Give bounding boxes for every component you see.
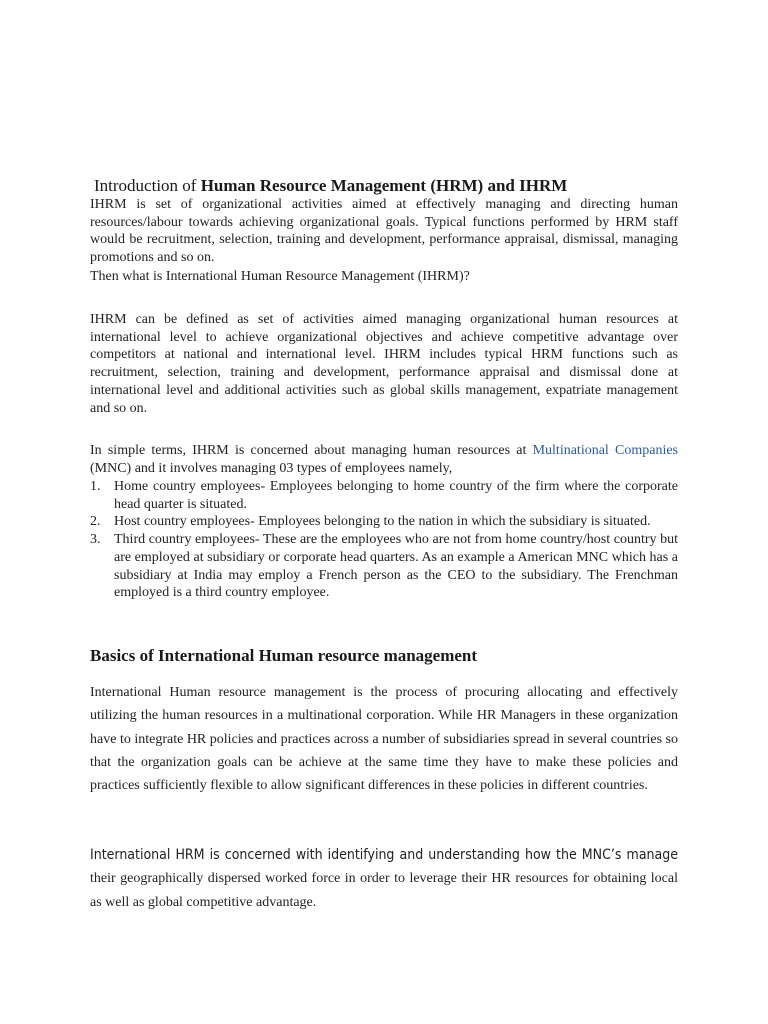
ihrm-definition-paragraph: IHRM can be defined as set of activities aimed managing organizational human resources at international level to achieve organizational objectives and achieve competitive advantage over competitors at national and international level. IHRM includes typical HRM functions such as recruitment, selection, training and development, performance appraisal and dismissal done at international level and additional activities such as global skills management, expatriate management and so on. (90, 312, 678, 416)
basics-paragraph: International Human resource management is the process of procuring allocating and effectively utilizing the human resources in a multinational corporation. While HR Managers in these organization have to integrate HR policies and practices across a number of subsidiaries spread in several countries so that the organization goals can be achieve at the same time they have to make these policies and practices sufficiently flexible to allow significant differences in these policies in different countries. (90, 685, 678, 794)
list-item (90, 531, 678, 602)
simple-terms-text-end: (MNC) and it involves managing 03 types of employees namely, (90, 460, 453, 476)
multinational-companies-link[interactable]: Multinational Companies (532, 443, 678, 458)
list-number: 2. (90, 514, 101, 530)
basics-paragraph-2-rest: their geographically dispersed worked force in order to leverage their HR resources for obtaining local as well as global competitive advantage. (90, 871, 678, 910)
basics-paragraph-2-first-line: International HRM is concerned with identifying and understanding how the MNC’s manage (90, 847, 678, 863)
title-prefix: Introduction of (94, 176, 201, 195)
list-item-text: Host country employees- Employees belonging to the nation in which the subsidiary is situated. (114, 514, 651, 530)
section-heading: Basics of International Human resource management (90, 646, 478, 665)
list-item (90, 478, 678, 513)
ihrm-question: Then what is International Human Resource Management (IHRM)? (90, 269, 470, 284)
list-number: 1. (90, 479, 101, 494)
basics-paragraph-2 (90, 844, 678, 914)
employee-types-list (90, 478, 678, 602)
intro-paragraph: IHRM is set of organizational activities aimed at effectively managing and directing human resources/labour towards achieving organizational goals. Typical functions performed by HRM staff would be recruitment, selection, training and development, performance appraisal, dismissal, managing promotions and so on. (90, 197, 678, 266)
simple-terms-paragraph (90, 442, 678, 477)
list-item-text: Third country employees- These are the employees who are not from home country/host country but are employed at subsidiary or corporate head quarters. As an example a American MNC which has a subsidiary at India may employ a French person as the CEO to the subsidiary. The Frenchman employed is a third country employee. (114, 532, 678, 601)
list-number: 3. (90, 532, 101, 548)
title-bold: Human Resource Management (HRM) and IHRM (200, 176, 568, 195)
page-title (94, 176, 682, 196)
list-item-text: Home country employees- Employees belonging to home country of the firm where the corporate head quarter is situated. (114, 479, 678, 512)
simple-terms-text: In simple terms, IHRM is concerned about managing human resources at (90, 443, 533, 458)
list-item (90, 513, 678, 531)
